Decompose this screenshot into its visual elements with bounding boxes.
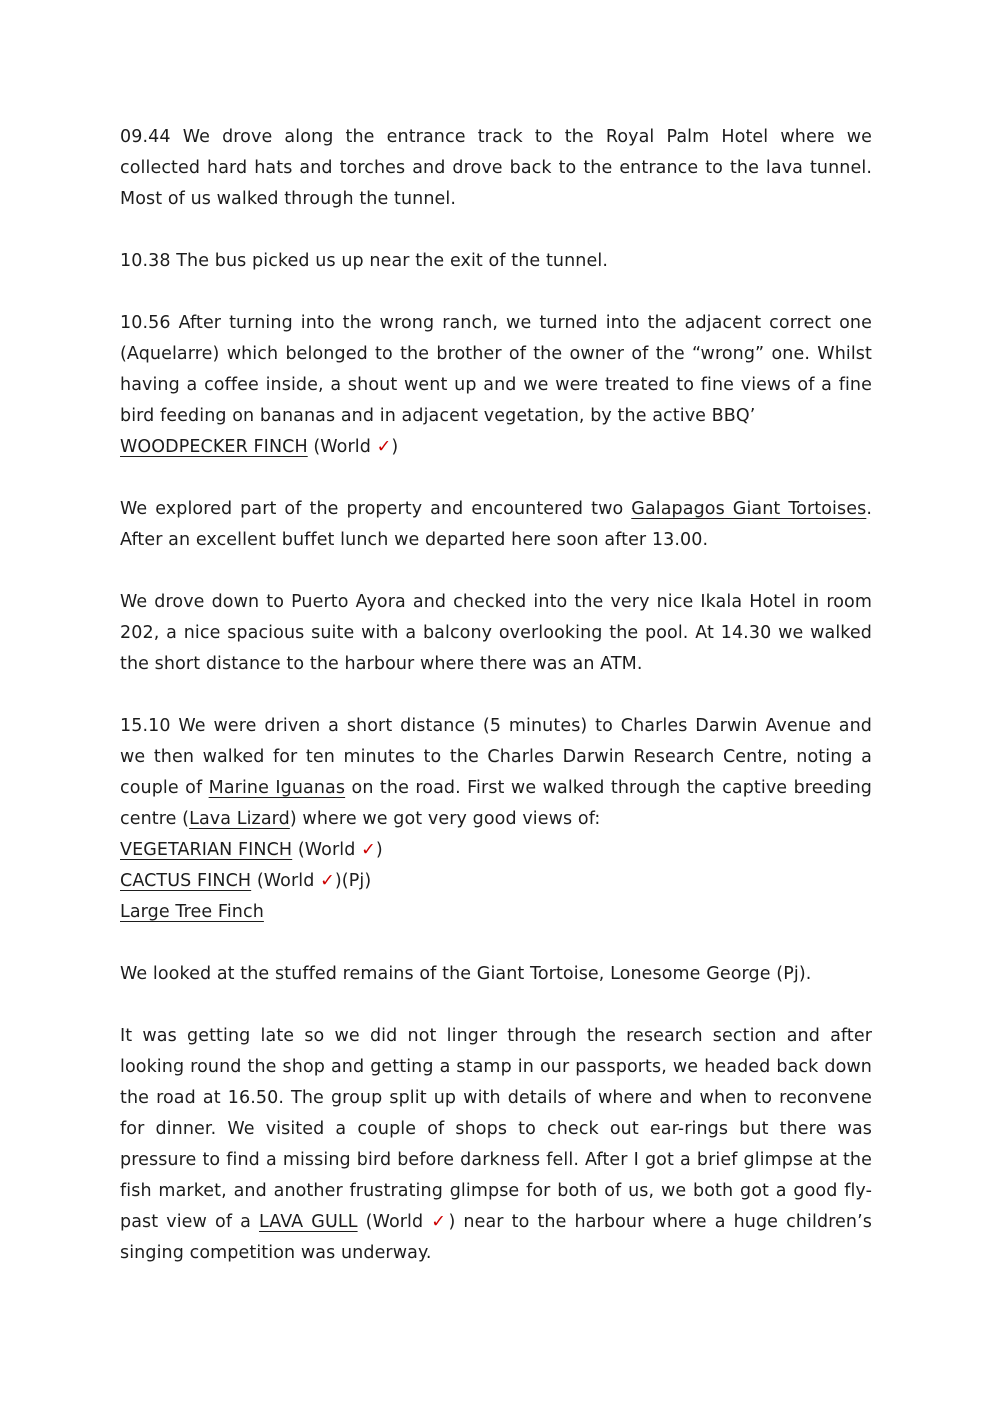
underlined-term: Lava Lizard — [189, 809, 290, 829]
paragraph — [120, 308, 872, 463]
paragraph — [120, 711, 872, 928]
text-run: We drove down to Puerto Ayora and checked into the very nice Ikala Hotel in room 202, a nice spacious suite with a balcony overlooking the pool. At 14.30 we walked the short distance to the harbour where there was an ATM. — [120, 592, 872, 674]
text-run: (World — [307, 437, 377, 457]
text-run: (World — [357, 1212, 432, 1232]
checkmark-icon: ✓ — [361, 840, 376, 860]
text-run: (World — [251, 871, 321, 891]
checkmark-icon: ✓ — [320, 871, 335, 891]
underlined-term: Marine Iguanas — [208, 778, 346, 798]
paragraph — [120, 587, 872, 680]
text-run: ) — [391, 437, 399, 457]
text-run: )(Pj) — [334, 871, 372, 891]
paragraph — [120, 1021, 872, 1269]
text-run: . After an excellent buffet lunch we departed here soon after 13.00. — [120, 499, 872, 550]
underlined-term: LAVA GULL — [259, 1212, 358, 1232]
text-run: We looked at the stuffed remains of the Giant Tortoise, Lonesome George (Pj). — [120, 964, 812, 984]
text-run: It was getting late so we did not linger through the research section and after looking round the shop and getting a stamp in our passports, we headed back down the road at 16.50. The group split up with details of where and when to reconvene for dinner. We visited a couple of shops to check out ear-rings but there was pressure to find a missing bird before darkness fell. After I got a brief glimpse at the fish market, and another frustrating glimpse for both of us, we both got a good fly-past view of a — [120, 1026, 872, 1232]
text-run: 10.56 After turning into the wrong ranch, we turned into the adjacent correct one (Aquelarre) which belonged to the brother of the owner of the “wrong” one. Whilst having a coffee inside, a shout went up and we were treated to fine views of a fine bird feeding on bananas and in adjacent vegetation, by the active BBQ’ — [120, 313, 872, 426]
text-run: 15.10 We were driven a short distance (5 minutes) to Charles Darwin Avenue and we then walked for ten minutes to the Charles Darwin Research Centre, noting a couple of — [120, 716, 872, 798]
underlined-term: Galapagos Giant Tortoises — [631, 499, 867, 519]
text-run: on the road. First we walked through the captive breeding centre ( — [120, 778, 873, 829]
text-run: ) near to the harbour where a huge children’s singing competition was underway. — [120, 1212, 872, 1263]
text-run: 09.44 We drove along the entrance track to the Royal Palm Hotel where we collected hard hats and torches and drove back to the entrance to the lava tunnel. Most of us walked through the tunnel. — [120, 127, 872, 209]
checkmark-icon: ✓ — [376, 437, 392, 457]
paragraph — [120, 246, 872, 277]
paragraph — [120, 494, 872, 556]
text-run: ) where we got very good views of: — [289, 809, 601, 829]
paragraph — [120, 959, 872, 990]
underlined-term: Large Tree Finch — [120, 902, 264, 922]
paragraph — [120, 122, 872, 215]
underlined-term: WOODPECKER FINCH — [120, 437, 308, 457]
underlined-term: CACTUS FINCH — [120, 871, 252, 891]
text-run: ) — [375, 840, 383, 860]
text-run: We explored part of the property and encountered two — [120, 499, 632, 519]
checkmark-icon: ✓ — [431, 1212, 449, 1232]
underlined-term: VEGETARIAN FINCH — [120, 840, 293, 860]
document-body — [120, 122, 872, 1269]
text-run: (World — [292, 840, 362, 860]
text-run: 10.38 The bus picked us up near the exit of the tunnel. — [120, 251, 608, 271]
